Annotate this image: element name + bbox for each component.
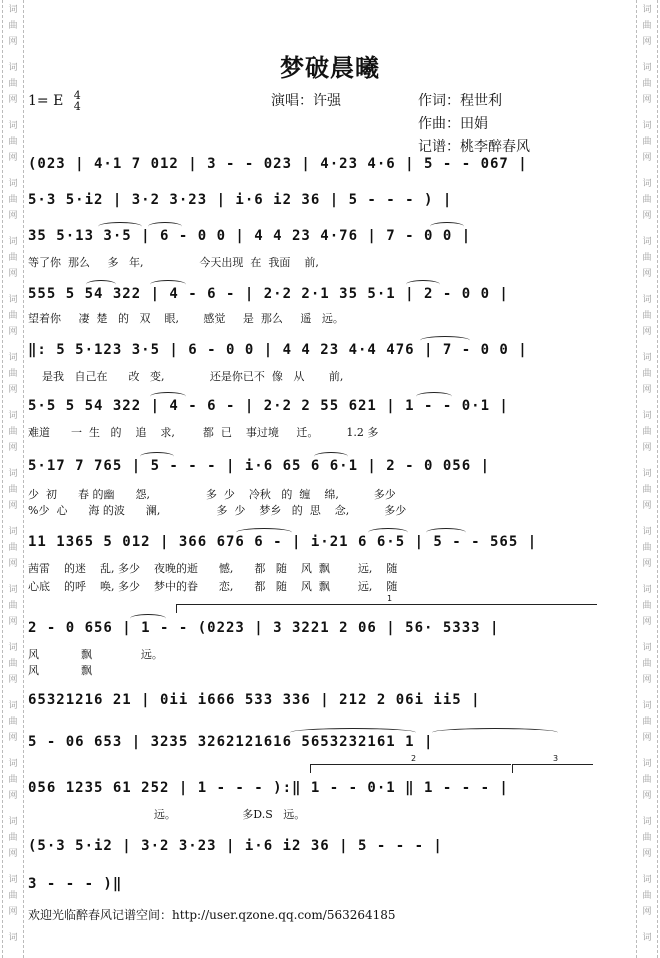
watermark-glyph: 曲 xyxy=(8,311,18,321)
left-watermark-strip xyxy=(2,0,24,958)
lyric-row: 远。 多D.S 远。 xyxy=(28,808,306,821)
slur-arc xyxy=(432,728,558,737)
watermark-glyph: 词 xyxy=(8,527,18,537)
watermark-glyph: 词 xyxy=(8,643,18,653)
lyric-row: 茜雷 的迷 乱, 多少 夜晚的逝 憾, 都 随 风 飘 远, 随 xyxy=(28,562,398,575)
notation-row: 5·5 5 54 322 | 4 - 6 - | 2·2 2 55 621 | 1 - - 0·1 | xyxy=(28,398,509,414)
slur-arc xyxy=(130,614,166,623)
watermark-glyph: 词 xyxy=(642,527,652,537)
watermark-glyph: 词 xyxy=(642,237,652,247)
lyric-row: 心底 的呼 唤, 多少 梦中的眷 恋, 都 随 风 飘 远, 随 xyxy=(28,580,398,593)
watermark-glyph: 曲 xyxy=(8,79,18,89)
watermark-glyph: 网 xyxy=(642,559,652,569)
watermark-glyph: 网 xyxy=(8,617,18,627)
watermark-glyph: 曲 xyxy=(8,21,18,31)
watermark-glyph: 曲 xyxy=(8,543,18,553)
time-signature-top: 4 xyxy=(73,89,81,102)
watermark-glyph: 网 xyxy=(8,327,18,337)
lyric-row: 风 飘 xyxy=(28,664,92,677)
singer-credit: 演唱：许强 xyxy=(271,93,341,109)
watermark-glyph: 词 xyxy=(8,933,18,943)
watermark-glyph: 曲 xyxy=(642,891,652,901)
slur-arc xyxy=(368,528,408,537)
watermark-glyph: 词 xyxy=(8,5,18,15)
watermark-glyph: 词 xyxy=(642,63,652,73)
notation-row: 5·3 5·i2 | 3·2 3·23 | i·6 i2 36 | 5 - - - ) | xyxy=(28,192,453,208)
watermark-glyph: 网 xyxy=(8,211,18,221)
watermark-glyph: 网 xyxy=(642,95,652,105)
watermark-glyph: 网 xyxy=(8,385,18,395)
watermark-glyph: 曲 xyxy=(8,427,18,437)
watermark-glyph: 曲 xyxy=(642,253,652,263)
watermark-glyph: 网 xyxy=(642,501,652,511)
watermark-glyph: 网 xyxy=(642,791,652,801)
slur-arc xyxy=(290,728,416,737)
watermark-glyph: 网 xyxy=(642,153,652,163)
watermark-glyph: 网 xyxy=(8,443,18,453)
watermark-glyph: 词 xyxy=(642,875,652,885)
notation-row: 5 - 06 653 | 3235 3262121616 5653232161 1 | xyxy=(28,734,434,750)
watermark-glyph: 网 xyxy=(642,733,652,743)
watermark-glyph: 词 xyxy=(642,179,652,189)
key-label: 1= E xyxy=(28,93,64,109)
watermark-glyph: 曲 xyxy=(8,195,18,205)
transcriber-credit: 记谱：桃李醉春风 xyxy=(418,139,530,155)
slur-arc xyxy=(86,280,116,289)
notation-row: 555 5 54 322 | 4 - 6 - | 2·2 2·1 35 5·1 | 2 - 0 0 | xyxy=(28,286,509,302)
watermark-glyph: 词 xyxy=(8,759,18,769)
watermark-glyph: 曲 xyxy=(8,717,18,727)
watermark-glyph: 曲 xyxy=(642,311,652,321)
lyricist-credit: 作词：程世利 xyxy=(418,93,502,109)
notation-row: 65321216 21 | 0ii i666 533 336 | 212 2 06i ii5 | xyxy=(28,692,481,708)
lyric-row: 望着你 凄 楚 的 双 眼, 感觉 是 那么 遥 远。 xyxy=(28,312,344,325)
watermark-glyph: 网 xyxy=(8,95,18,105)
watermark-glyph: 网 xyxy=(8,733,18,743)
notation-row: 2 - 0 656 | 1 - - (0223 | 3 3221 2 06 | 56· 5333 | xyxy=(28,620,500,636)
watermark-glyph: 词 xyxy=(8,295,18,305)
watermark-glyph: 网 xyxy=(8,153,18,163)
watermark-glyph: 曲 xyxy=(8,833,18,843)
watermark-glyph: 曲 xyxy=(642,775,652,785)
watermark-glyph: 曲 xyxy=(642,833,652,843)
slur-arc xyxy=(150,280,186,289)
watermark-glyph: 词 xyxy=(8,121,18,131)
watermark-glyph: 词 xyxy=(642,353,652,363)
watermark-glyph: 曲 xyxy=(642,79,652,89)
watermark-glyph: 词 xyxy=(642,585,652,595)
watermark-glyph: 网 xyxy=(8,849,18,859)
watermark-glyph: 网 xyxy=(642,849,652,859)
watermark-glyph: 词 xyxy=(8,353,18,363)
right-watermark-strip xyxy=(636,0,658,958)
lyric-row: 难道 一 生 的 追 求, 都 已 事过境 迁。 1.2 多 xyxy=(28,426,379,439)
watermark-glyph: 网 xyxy=(642,211,652,221)
notation-row: 5·17 7 765 | 5 - - - | i·6 65 6 6·1 | 2 - 0 056 | xyxy=(28,458,491,474)
watermark-glyph: 词 xyxy=(8,63,18,73)
footer-text: 欢迎光临醉春风记谱空间：http://user.qzone.qq.com/563264185 xyxy=(28,908,396,922)
watermark-glyph: 网 xyxy=(8,501,18,511)
watermark-glyph: 曲 xyxy=(642,659,652,669)
time-signature-bottom: 4 xyxy=(73,100,81,113)
watermark-glyph: 网 xyxy=(8,269,18,279)
watermark-glyph: 曲 xyxy=(642,195,652,205)
watermark-glyph: 网 xyxy=(642,443,652,453)
watermark-glyph: 曲 xyxy=(8,137,18,147)
watermark-glyph: 曲 xyxy=(642,601,652,611)
watermark-glyph: 词 xyxy=(8,817,18,827)
slur-arc xyxy=(420,336,470,345)
watermark-glyph: 网 xyxy=(642,675,652,685)
watermark-glyph: 词 xyxy=(642,5,652,15)
lyric-row: 是我 自己在 改 变, 还是你已不 像 从 前, xyxy=(28,370,344,383)
watermark-glyph: 网 xyxy=(8,559,18,569)
watermark-glyph: 曲 xyxy=(8,775,18,785)
watermark-glyph: 词 xyxy=(642,759,652,769)
watermark-glyph: 词 xyxy=(642,643,652,653)
lyric-row: 等了你 那么 多 年, 今天出现 在 我面 前, xyxy=(28,256,319,269)
watermark-glyph: 网 xyxy=(642,37,652,47)
slur-arc xyxy=(150,392,186,401)
watermark-glyph: 曲 xyxy=(8,369,18,379)
watermark-glyph: 曲 xyxy=(642,717,652,727)
key-signature xyxy=(28,90,81,112)
watermark-glyph: 网 xyxy=(642,385,652,395)
watermark-glyph: 曲 xyxy=(642,137,652,147)
notation-row: (023 | 4·1 7 012 | 3 - - 023 | 4·23 4·6 | 5 - - 067 | xyxy=(28,156,528,172)
watermark-glyph: 词 xyxy=(642,295,652,305)
watermark-glyph: 曲 xyxy=(642,427,652,437)
watermark-glyph: 词 xyxy=(8,469,18,479)
slur-arc xyxy=(140,452,174,461)
notation-row: 35 5·13 3·5 | 6 - 0 0 | 4 4 23 4·76 | 7 - 0 0 | xyxy=(28,228,472,244)
watermark-glyph: 网 xyxy=(8,791,18,801)
watermark-glyph: 词 xyxy=(642,701,652,711)
notation-row: 3 - - - )‖ xyxy=(28,876,123,892)
volta-bracket-2: 2 xyxy=(310,764,511,773)
watermark-glyph: 词 xyxy=(642,121,652,131)
watermark-glyph: 曲 xyxy=(642,543,652,553)
watermark-glyph: 网 xyxy=(8,37,18,47)
notation-row: ‖: 5 5·123 3·5 | 6 - 0 0 | 4 4 23 4·4 476 | 7 - 0 0 | xyxy=(28,342,528,358)
watermark-glyph: 网 xyxy=(642,907,652,917)
watermark-glyph: 曲 xyxy=(642,369,652,379)
watermark-glyph: 曲 xyxy=(8,485,18,495)
slur-arc xyxy=(314,452,348,461)
slur-arc xyxy=(430,222,464,231)
volta-bracket-3: 3 xyxy=(512,764,593,773)
watermark-glyph: 网 xyxy=(642,269,652,279)
notation-row: 11 1365 5 012 | 366 676 6 - | i·21 6 6·5 | 5 - - 565 | xyxy=(28,534,538,550)
slur-arc xyxy=(98,222,142,231)
watermark-glyph: 词 xyxy=(642,933,652,943)
lyric-row: 风 飘 远。 xyxy=(28,648,163,661)
volta-bracket-1: 1 xyxy=(176,604,597,613)
notation-row: (5·3 5·i2 | 3·2 3·23 | i·6 i2 36 | 5 - - - | xyxy=(28,838,443,854)
slur-arc xyxy=(416,392,452,401)
watermark-glyph: 网 xyxy=(8,907,18,917)
page-title: 梦破晨曦 xyxy=(280,53,380,82)
lyric-row: %少 心 海 的波 澜, 多 少 梦乡 的 思 念, 多少 xyxy=(28,504,407,517)
watermark-glyph: 曲 xyxy=(8,601,18,611)
watermark-glyph: 网 xyxy=(642,327,652,337)
slur-arc xyxy=(426,528,466,537)
watermark-glyph: 曲 xyxy=(642,21,652,31)
slur-arc xyxy=(406,280,440,289)
lyric-row: 少 初 春 的幽 怨, 多 少 冷秋 的 缠 绵, 多少 xyxy=(28,488,396,501)
watermark-glyph: 网 xyxy=(8,675,18,685)
watermark-glyph: 词 xyxy=(642,817,652,827)
watermark-glyph: 网 xyxy=(642,617,652,627)
slur-arc xyxy=(148,222,182,231)
time-signature xyxy=(74,90,81,112)
watermark-glyph: 词 xyxy=(8,411,18,421)
slur-arc xyxy=(236,528,292,537)
watermark-glyph: 曲 xyxy=(642,485,652,495)
watermark-glyph: 词 xyxy=(642,411,652,421)
watermark-glyph: 词 xyxy=(8,179,18,189)
watermark-glyph: 曲 xyxy=(8,253,18,263)
watermark-glyph: 词 xyxy=(8,585,18,595)
watermark-glyph: 词 xyxy=(8,875,18,885)
composer-credit: 作曲：田娟 xyxy=(418,116,488,132)
watermark-glyph: 曲 xyxy=(8,659,18,669)
watermark-glyph: 词 xyxy=(642,469,652,479)
notation-row: 056 1235 61 252 | 1 - - - ):‖ 1 - - 0·1 ‖ 1 - - - | xyxy=(28,780,509,796)
watermark-glyph: 词 xyxy=(8,237,18,247)
watermark-glyph: 词 xyxy=(8,701,18,711)
watermark-glyph: 曲 xyxy=(8,891,18,901)
